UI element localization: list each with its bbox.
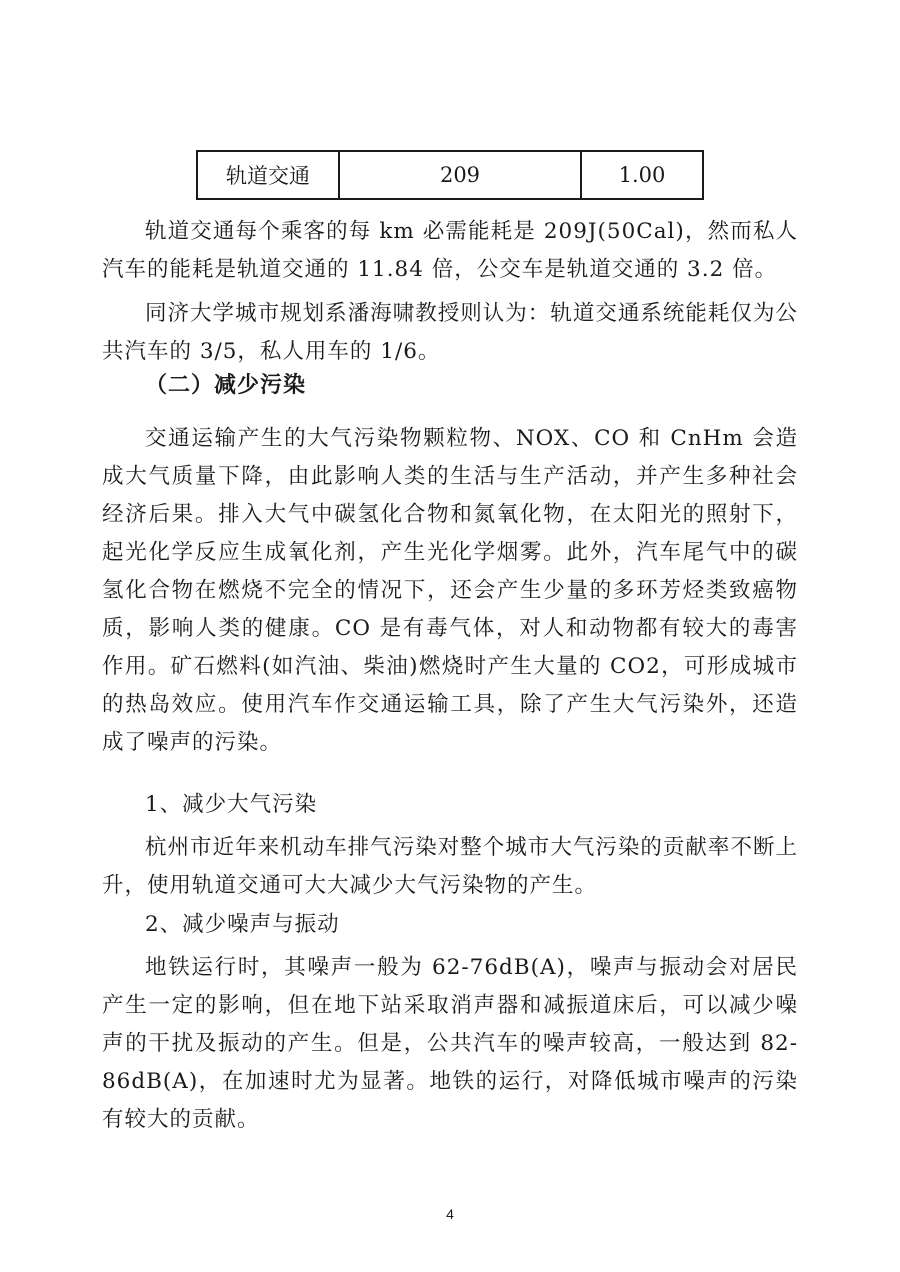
- table-cell-energy: 209: [339, 151, 581, 199]
- table-cell-ratio: 1.00: [581, 151, 703, 199]
- page-number: 4: [446, 1206, 454, 1222]
- energy-table: [196, 150, 704, 200]
- paragraph-pollution: 交通运输产生的大气污染物颗粒物、NOX、CO 和 CnHm 会造成大气质量下降，由此影响人类的生活与生产活动，并产生多种社会经济后果。排入大气中碳氢化合物和氮氧化物，在太阳光的照射下，起光化学反应生成氧化剂，产生光化学烟雾。此外，汽车尾气中的碳氢化合物在燃烧不完全的情况下，还会产生少量的多环芳烃类致癌物质，影响人类的健康。CO 是有毒气体，对人和动物都有较大的毒害作用。矿石燃料(如汽油、柴油)燃烧时产生大量的 CO2，可形成城市的热岛效应。使用汽车作交通运输工具，除了产生大气污染外，还造成了噪声的污染。: [102, 426, 798, 755]
- section-heading-reduce-pollution: （二）减少污染: [145, 372, 307, 398]
- paragraph-air-pollution: 杭州市近年来机动车排气污染对整个城市大气污染的贡献率不断上升，使用轨道交通可大大减少大气污染物的产生。: [102, 835, 798, 898]
- table-cell-mode: 轨道交通: [197, 151, 339, 199]
- table-row: [197, 151, 703, 199]
- subheading-air-pollution: 1、减少大气污染: [145, 792, 318, 817]
- subheading-noise: 2、减少噪声与振动: [145, 912, 340, 937]
- paragraph-expert-opinion: 同济大学城市规划系潘海啸教授则认为：轨道交通系统能耗仅为公共汽车的 3/5，私人用车的 1/6。: [102, 301, 798, 364]
- paragraph-noise: 地铁运行时，其噪声一般为 62-76dB(A)，噪声与振动会对居民产生一定的影响，但在地下站采取消声器和减振道床后，可以减少噪声的干扰及振动的产生。但是，公共汽车的噪声较高，一般达到 82-86dB(A)，在加速时尤为显著。地铁的运行，对降低城市噪声的污染有较大的贡献。: [102, 955, 798, 1132]
- paragraph-energy-consumption: 轨道交通每个乘客的每 km 必需能耗是 209J(50Cal)，然而私人汽车的能耗是轨道交通的 11.84 倍，公交车是轨道交通的 3.2 倍。: [102, 219, 798, 282]
